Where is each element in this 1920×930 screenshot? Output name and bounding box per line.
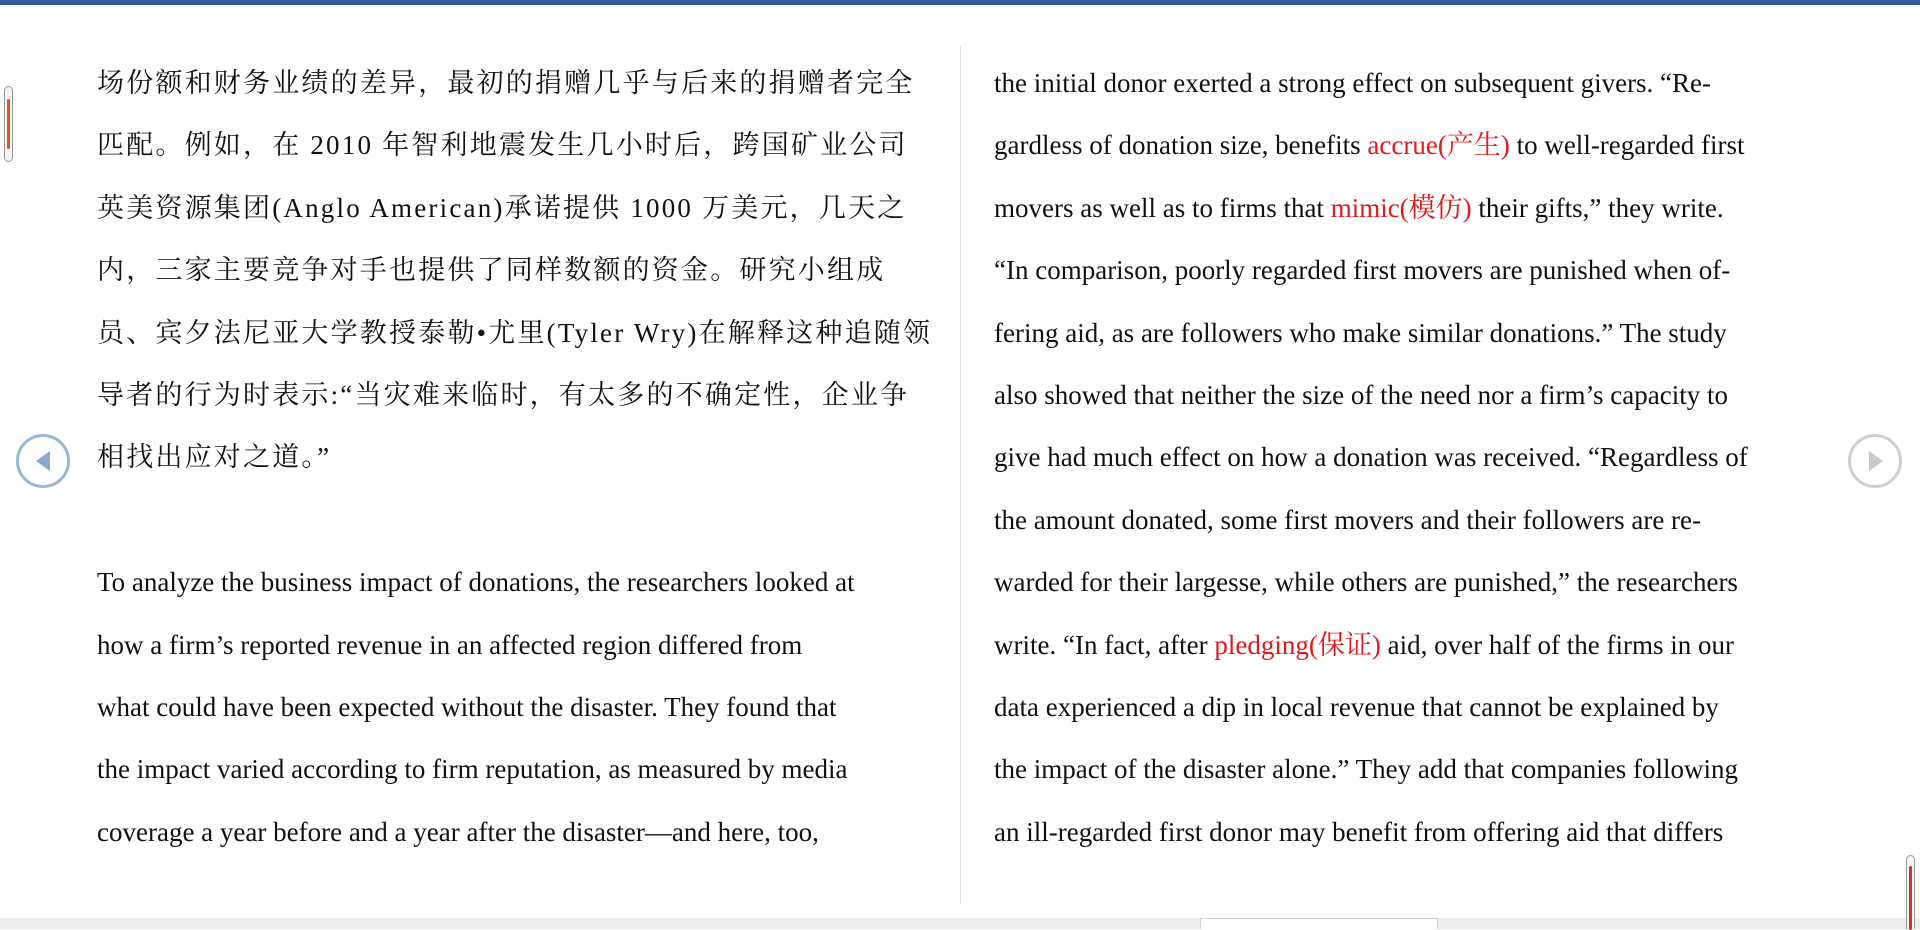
- chevron-right-icon: [1851, 437, 1899, 485]
- top-accent-bar: [0, 0, 1920, 5]
- text-span: their gifts,” they write.: [1471, 192, 1724, 223]
- cn-line-7: 相找出应对之道。”: [97, 442, 332, 473]
- highlighted-word[interactable]: accrue(产生): [1367, 130, 1510, 161]
- right-line-7: give had much effect on how a donation was received. “Regardless of: [994, 442, 1748, 473]
- text-span: aid, over half of the firms in our: [1380, 629, 1735, 660]
- highlighted-word[interactable]: mimic(模仿): [1330, 192, 1472, 223]
- cn-line-4: 内，三家主要竞争对手也提供了同样数额的资金。研究小组成: [97, 255, 886, 286]
- right-line-1: the initial donor exerted a strong effect on subsequent givers. “Re-: [994, 68, 1712, 98]
- bottom-status-bar: [0, 918, 1920, 929]
- left-scrollbar[interactable]: [4, 86, 13, 162]
- right-line-4: “In comparison, poorly regarded first movers are punished when of-: [994, 255, 1731, 286]
- left-scrollbar-thumb[interactable]: [7, 99, 10, 149]
- en-line-4: the impact varied according to firm reputation, as measured by media: [97, 754, 848, 785]
- paragraph-gap: [97, 489, 927, 551]
- text-span: movers as well as to firms that: [994, 192, 1331, 223]
- en-line-3: what could have been expected without the disaster. They found that: [97, 691, 837, 722]
- prev-page-button[interactable]: [16, 434, 70, 488]
- right-page: [994, 52, 1824, 863]
- cn-line-5: 员、宾夕法尼亚大学教授泰勒•尤里(Tyler Wry)在解释这种追随领: [97, 317, 933, 348]
- text-span: write. “In fact, after: [994, 629, 1215, 660]
- cn-line-2: 匹配。例如，在 2010 年智利地震发生几小时后，跨国矿业公司: [97, 130, 908, 161]
- text-span: gardless of donation size, benefits: [994, 130, 1368, 161]
- bottom-page-tab[interactable]: [1200, 918, 1438, 929]
- right-line-13: an ill-regarded first donor may benefit from offering aid that differs: [994, 816, 1724, 847]
- en-line-5: coverage a year before and a year after the disaster—and here, too,: [97, 816, 819, 847]
- page-divider: [960, 46, 961, 904]
- right-scrollbar-thumb[interactable]: [1909, 866, 1912, 930]
- right-line-6: also showed that neither the size of the need nor a firm’s capacity to: [994, 379, 1728, 410]
- text-span: to well-regarded first: [1509, 130, 1745, 161]
- right-line-3: [994, 177, 1824, 239]
- right-line-2: [994, 114, 1824, 176]
- cn-line-1: 场份额和财务业绩的差异，最初的捐赠几乎与后来的捐赠者完全: [97, 68, 915, 98]
- cn-line-3: 英美资源集团(Anglo American)承诺提供 1000 万美元，几天之: [97, 192, 907, 223]
- right-line-12: the impact of the disaster alone.” They add that companies following: [994, 754, 1739, 785]
- en-line-1: To analyze the business impact of donations, the researchers looked at: [97, 567, 855, 598]
- right-line-9: warded for their largesse, while others are punished,” the researchers: [994, 567, 1738, 598]
- right-line-10: [994, 614, 1824, 676]
- cn-line-6: 导者的行为时表示:“当灾难来临时，有太多的不确定性，企业争: [97, 379, 910, 410]
- highlighted-word[interactable]: pledging(保证): [1214, 629, 1381, 660]
- left-page: [97, 52, 933, 863]
- next-page-button[interactable]: [1848, 434, 1902, 488]
- en-line-2: how a firm’s reported revenue in an affected region differed from: [97, 629, 803, 660]
- chevron-left-icon: [19, 437, 67, 485]
- right-line-11: data experienced a dip in local revenue that cannot be explained by: [994, 691, 1719, 722]
- right-line-5: fering aid, as are followers who make similar donations.” The study: [994, 317, 1727, 348]
- right-scrollbar[interactable]: [1906, 855, 1915, 929]
- right-line-8: the amount donated, some first movers and their followers are re-: [994, 504, 1702, 535]
